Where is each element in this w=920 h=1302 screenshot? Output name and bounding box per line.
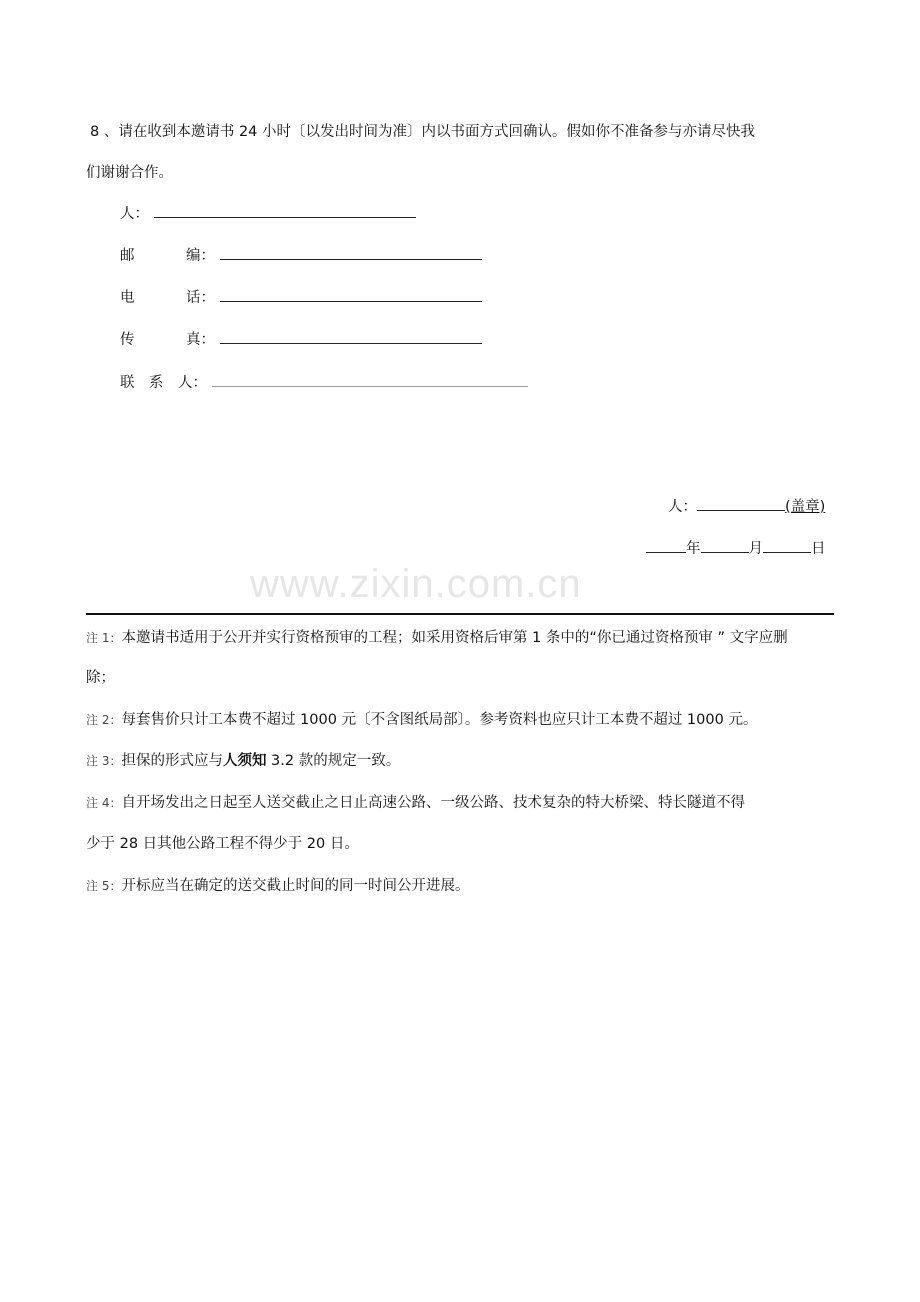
contact-blank[interactable] (212, 372, 528, 387)
date-line (646, 538, 826, 559)
note-1-cont: 除； (86, 670, 115, 686)
divider (86, 613, 834, 615)
item8-line2: 们谢谢合作。 (86, 165, 173, 181)
fax-blank[interactable] (220, 329, 482, 344)
item8-line1: 8 、请在收到本邀请书 24 小时〔以发出时间为准〕内以书面方式回确认。假如你不准备参与亦请尽快我 (90, 124, 755, 140)
signature-blank[interactable] (697, 496, 785, 511)
field-label-a: 电 (120, 290, 135, 306)
field-label: 人： (120, 206, 149, 222)
year-label: 年 (686, 541, 701, 557)
note-text: 每套售价只计工本费不超过 1000 元〔不含图纸局部〕。参考资料也应只计工本费不超过 1000 元。 (121, 712, 758, 728)
note-prefix: 注 4： (86, 796, 122, 810)
note-5 (86, 876, 469, 896)
note-prefix: 注 2： (86, 713, 122, 727)
month-blank[interactable] (701, 538, 749, 553)
phone-blank[interactable] (220, 287, 482, 302)
note-1 (86, 628, 788, 648)
note-4 (86, 793, 745, 813)
note-3 (86, 751, 400, 771)
field-label-a: 传 (120, 332, 135, 348)
contact-field-postcode (120, 245, 482, 266)
contact-field-contact (120, 372, 528, 393)
signature-line (668, 496, 825, 517)
day-label: 日 (811, 541, 826, 557)
note-text: 开标应当在确定的送交截止时间的同一时间公开进展。 (121, 878, 470, 894)
note-text: 担保的形式应与 (121, 753, 223, 769)
year-blank[interactable] (646, 538, 686, 553)
note-text: 本邀请书适用于公开并实行资格预审的工程；如采用资格后审第 1 条中的“你已通过资格预审 ” 文字应删 (121, 630, 788, 646)
field-label-b: 话： (186, 290, 215, 306)
contact-field-fax (120, 329, 482, 350)
field-label-a: 邮 (120, 248, 135, 264)
field-label-b: 真： (186, 332, 215, 348)
note-bold-text: 人须知 (222, 753, 267, 769)
field-label-b: 编： (186, 248, 215, 264)
note-text: 3.2 款的规定一致。 (266, 753, 401, 769)
postcode-blank[interactable] (220, 245, 482, 260)
month-label: 月 (748, 541, 763, 557)
note-prefix: 注 1： (86, 631, 122, 645)
signature-label: 人： (668, 499, 697, 515)
note-2 (86, 710, 757, 730)
person-blank[interactable] (154, 203, 416, 218)
watermark: www.zixin.com.cn (250, 562, 582, 606)
note-text: 自开场发出之日起至人送交截止之日止高速公路、一级公路、技术复杂的特大桥梁、特长隧道不得 (121, 795, 745, 811)
field-label: 联 系 人： (120, 375, 207, 391)
contact-field-phone (120, 287, 482, 308)
day-blank[interactable] (763, 538, 811, 553)
note-4-cont: 少于 28 日其他公路工程不得少于 20 日。 (86, 836, 359, 852)
contact-field-person (120, 203, 416, 224)
note-prefix: 注 5： (86, 879, 122, 893)
seal-label: (盖章) (785, 499, 826, 515)
note-prefix: 注 3： (86, 754, 122, 768)
